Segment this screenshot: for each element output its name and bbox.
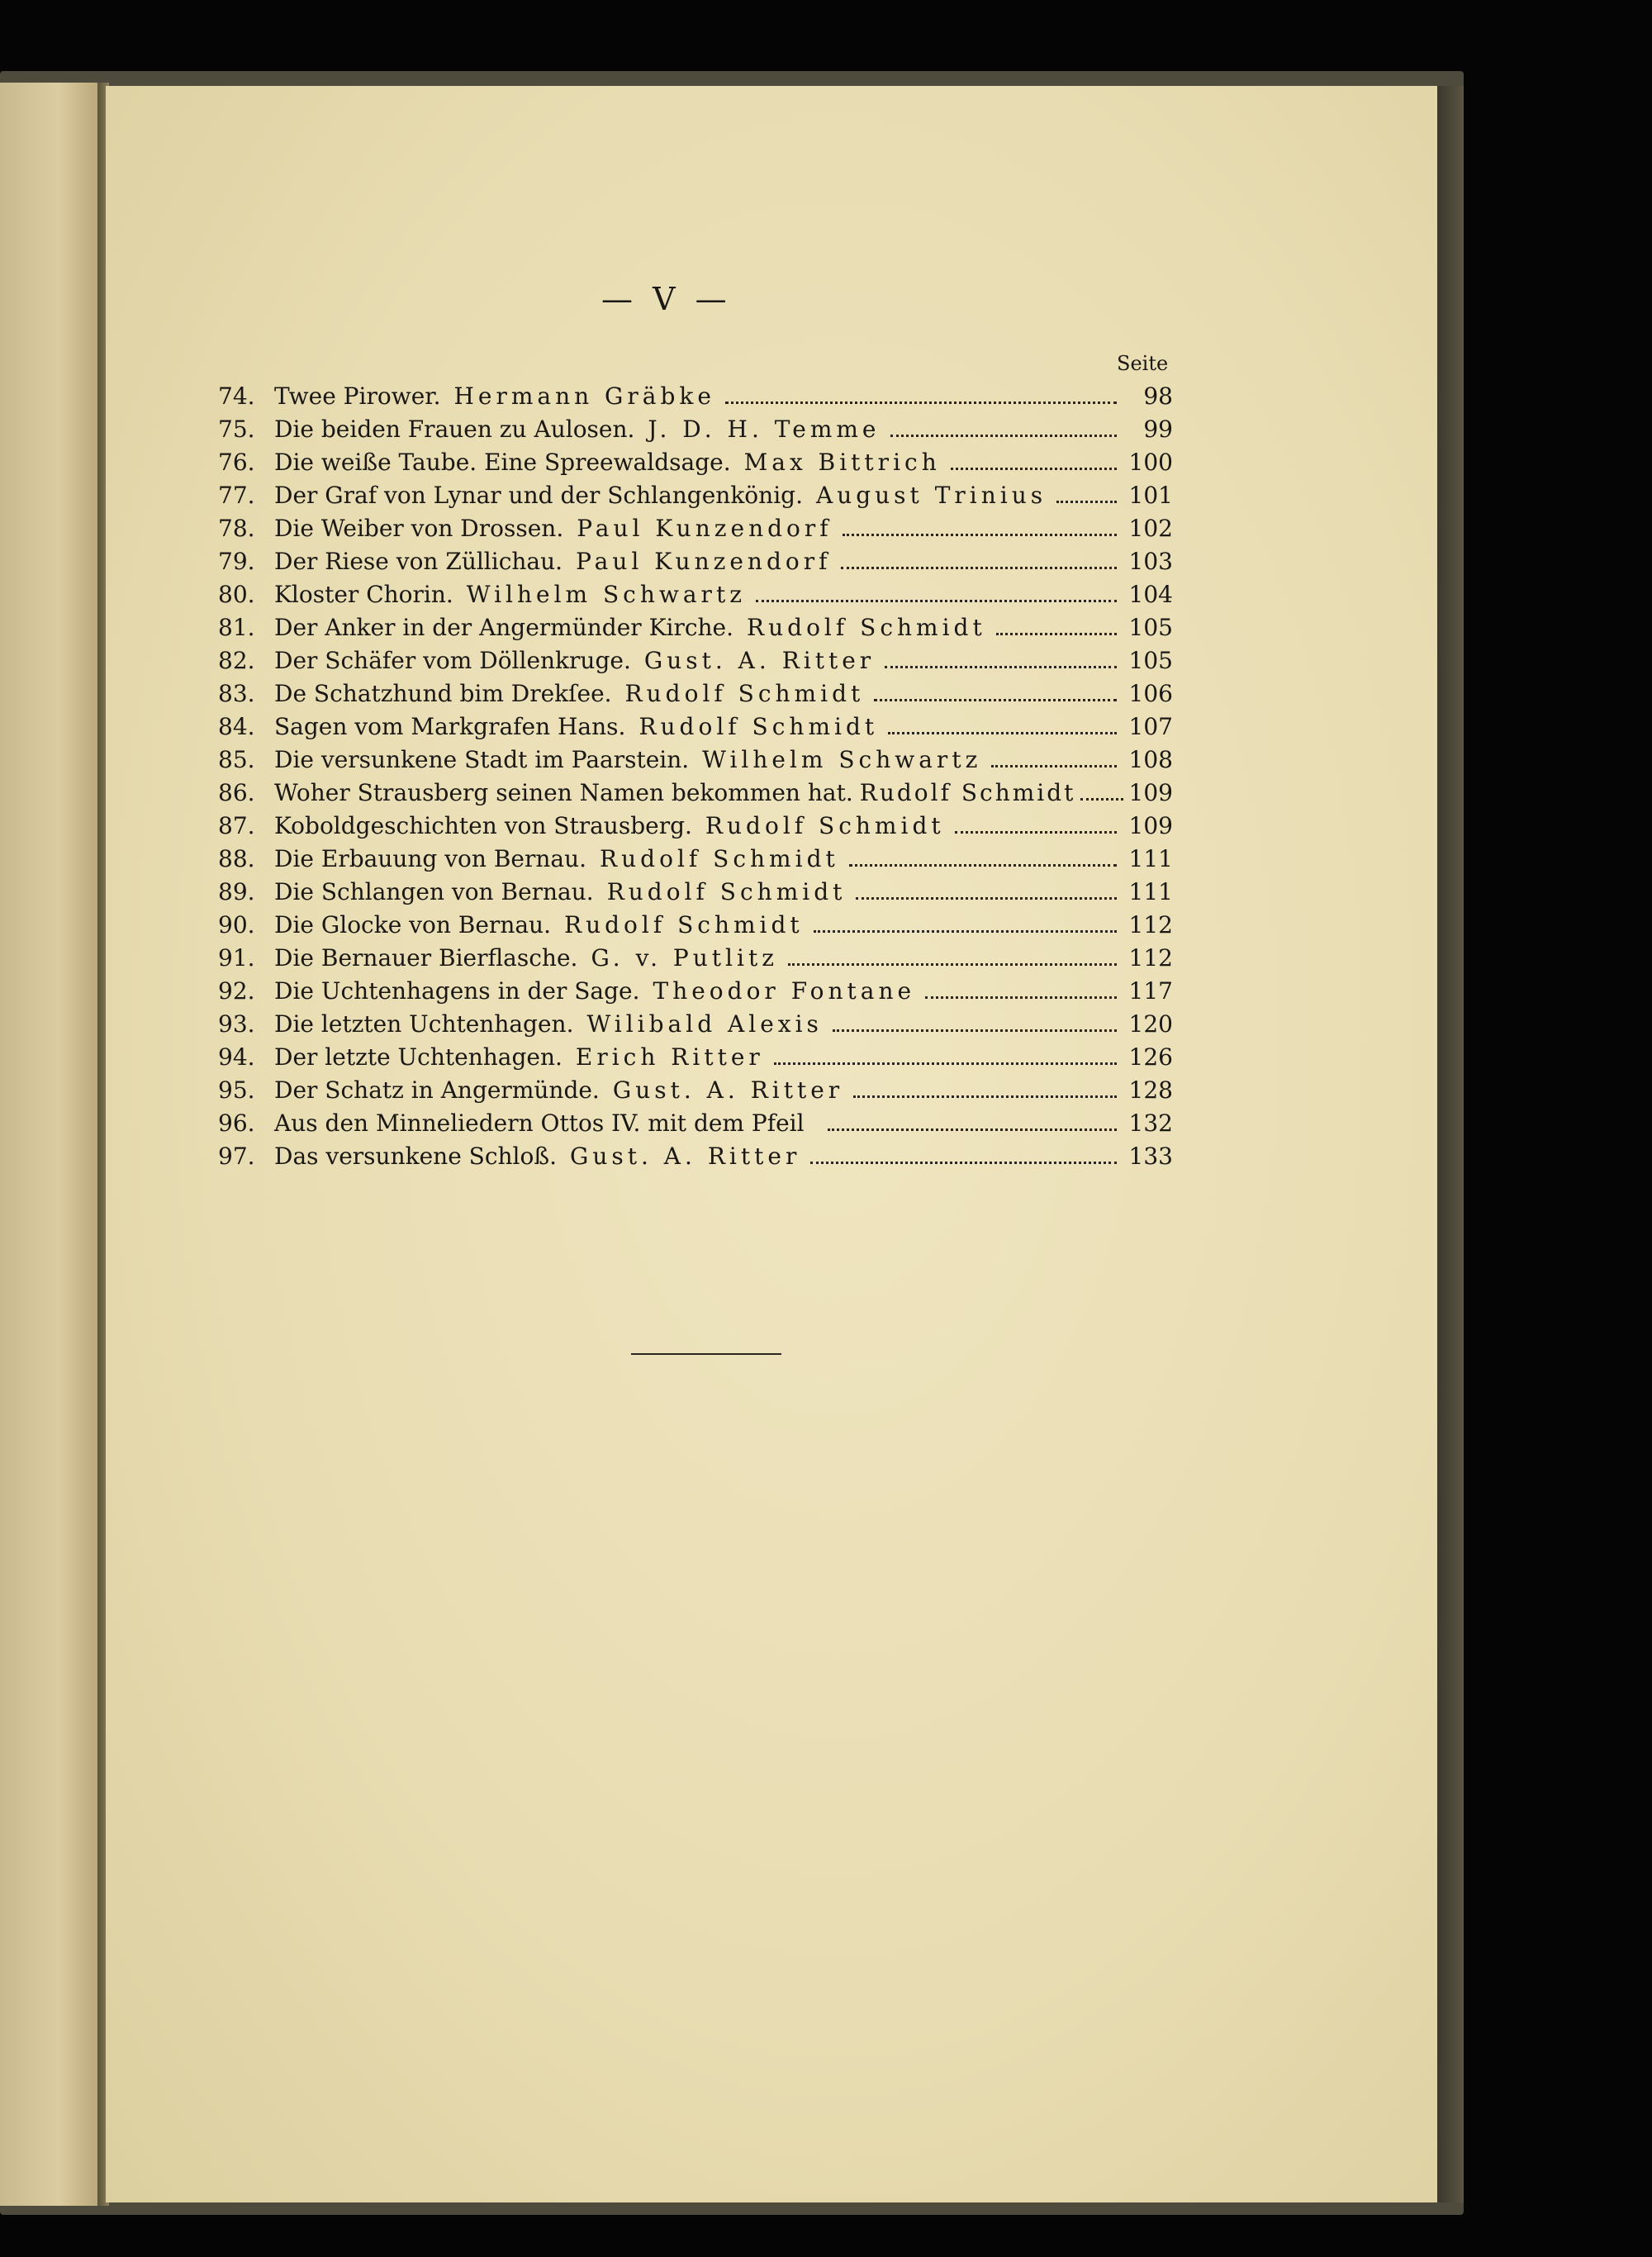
- entry-page: 108: [1128, 746, 1173, 773]
- toc-entry: [218, 677, 1173, 710]
- entry-number: 90.: [218, 911, 255, 938]
- entry-title: Die beiden Frauen zu Aulosen.: [274, 416, 635, 443]
- entry-number: 94.: [218, 1043, 255, 1071]
- entry-title: Der Riese von Züllichau.: [274, 548, 563, 575]
- left-page-edge: [0, 83, 97, 2206]
- dot-leader: [810, 1160, 1117, 1164]
- toc-entry: [218, 975, 1173, 1008]
- toc-entry: [218, 578, 1173, 611]
- toc-entry: [218, 843, 1173, 876]
- entry-number: 78.: [218, 515, 255, 542]
- entry-author: Rudolf Schmidt: [705, 812, 945, 839]
- toc-entry: [218, 545, 1173, 578]
- entry-title: Die Glocke von Bernau.: [274, 911, 551, 938]
- entry-author: Theodor Fontane: [653, 977, 916, 1005]
- dot-leader: [833, 1028, 1117, 1032]
- dot-leader: [996, 631, 1117, 635]
- entry-page: 117: [1128, 977, 1173, 1005]
- entry-author: Paul Kunzendorf: [577, 515, 833, 542]
- entry-number: 96.: [218, 1109, 255, 1137]
- entry-page: 109: [1128, 779, 1173, 806]
- entry-page: 104: [1128, 581, 1173, 608]
- entry-author: G. v. Putlitz: [591, 944, 778, 972]
- toc-entry: [218, 479, 1173, 512]
- page-column-header: Seite: [1117, 352, 1169, 375]
- toc-entry: [218, 810, 1173, 843]
- toc-entry: [218, 1074, 1173, 1107]
- entry-page: 133: [1128, 1143, 1173, 1170]
- entry-page: 128: [1128, 1076, 1173, 1104]
- entry-author: Wilibald Alexis: [586, 1010, 823, 1038]
- entry-page: 120: [1128, 1010, 1173, 1038]
- entry-page: 105: [1128, 614, 1173, 641]
- entry-number: 74.: [218, 383, 255, 410]
- entry-number: 97.: [218, 1143, 255, 1170]
- dot-leader: [1056, 499, 1117, 503]
- dot-leader: [725, 400, 1117, 404]
- entry-author: Rudolf Schmidt: [747, 614, 986, 641]
- toc-entry: [218, 1008, 1173, 1041]
- entry-title: Der Schäfer vom Döllenkruge.: [274, 647, 631, 674]
- dot-leader: [828, 1127, 1117, 1131]
- entry-page: 103: [1128, 548, 1173, 575]
- entry-number: 87.: [218, 812, 255, 839]
- entry-page: 99: [1143, 416, 1173, 443]
- entry-author: Rudolf Schmidt: [638, 713, 879, 740]
- entry-title: Die Schlangen von Bernau.: [274, 878, 594, 905]
- entry-title: Die weiße Taube. Eine Spreewaldsage.: [274, 449, 731, 476]
- toc-entry: [218, 644, 1173, 677]
- entry-page: 101: [1128, 482, 1173, 509]
- entry-author: Rudolf Schmidt: [600, 845, 839, 872]
- entry-number: 91.: [218, 944, 255, 972]
- entry-number: 89.: [218, 878, 255, 905]
- entry-page: 98: [1143, 383, 1173, 410]
- entry-number: 77.: [218, 482, 255, 509]
- toc-entry: [218, 1140, 1173, 1173]
- entry-author: Max Bittrich: [743, 449, 941, 476]
- entry-number: 75.: [218, 416, 255, 443]
- entry-page: 107: [1128, 713, 1173, 740]
- dot-leader: [853, 1094, 1117, 1098]
- entry-page: 112: [1128, 944, 1173, 972]
- dot-leader: [841, 565, 1117, 569]
- entry-number: 76.: [218, 449, 255, 476]
- entry-title: Die Bernauer Bierflasche.: [274, 944, 578, 972]
- dot-leader: [925, 995, 1117, 999]
- entry-author: Erich Ritter: [575, 1043, 764, 1071]
- entry-number: 93.: [218, 1010, 255, 1038]
- dot-leader: [849, 862, 1117, 867]
- dot-leader: [788, 962, 1117, 966]
- toc-entry: [218, 446, 1173, 479]
- entry-author: Rudolf Schmidt: [624, 680, 865, 707]
- entry-title: Der Graf von Lynar und der Schlangenkönig.: [274, 482, 803, 509]
- toc-entry: [218, 777, 1173, 810]
- toc-entry: [218, 380, 1173, 413]
- entry-author: Paul Kunzendorf: [576, 548, 832, 575]
- entry-title: Kloster Chorin.: [274, 581, 453, 608]
- entry-author: Hermann Gräbke: [453, 383, 715, 410]
- entry-number: 83.: [218, 680, 255, 707]
- dot-leader: [874, 697, 1117, 701]
- toc-entry: [218, 710, 1173, 744]
- toc-entry: [218, 611, 1173, 644]
- dot-leader: [888, 730, 1117, 734]
- entry-author: Gust. A. Ritter: [612, 1076, 844, 1104]
- entry-page: 132: [1128, 1109, 1173, 1137]
- toc-entry: [218, 413, 1173, 446]
- entry-number: 92.: [218, 977, 255, 1005]
- entry-page: 106: [1128, 680, 1173, 707]
- entry-title: Twee Pirower.: [274, 383, 441, 410]
- dot-leader: [955, 829, 1117, 834]
- entry-number: 86.: [218, 779, 255, 806]
- entry-author: Rudolf Schmidt: [563, 911, 804, 938]
- entry-title: Die Uchtenhagens in der Sage.: [274, 977, 640, 1005]
- entry-number: 88.: [218, 845, 255, 872]
- entry-number: 95.: [218, 1076, 255, 1104]
- entry-number: 79.: [218, 548, 255, 575]
- entry-number: 80.: [218, 581, 255, 608]
- entry-author: Rudolf Schmidt: [859, 779, 1076, 806]
- page-edge: [1437, 86, 1464, 2202]
- entry-author: Rudolf Schmidt: [606, 878, 847, 905]
- entry-title: Der Schatz in Angermünde.: [274, 1076, 600, 1104]
- dot-leader: [951, 466, 1117, 470]
- toc-entry: [218, 876, 1173, 909]
- dot-leader: [991, 763, 1117, 767]
- toc-entry: [218, 1107, 1173, 1140]
- entry-author: August Trinius: [815, 482, 1047, 509]
- toc-entry: [218, 512, 1173, 545]
- dot-leader: [814, 929, 1117, 933]
- entry-author: Wilhelm Schwartz: [466, 581, 746, 608]
- dot-leader: [885, 664, 1117, 668]
- entry-page: 111: [1128, 878, 1173, 905]
- dot-leader: [890, 433, 1118, 437]
- entry-author: J. D. H. Temme: [648, 416, 881, 443]
- entry-page: 102: [1128, 515, 1173, 542]
- entry-title: Die letzten Uchtenhagen.: [274, 1010, 574, 1038]
- dot-leader: [843, 532, 1117, 536]
- entry-title: Sagen vom Markgrafen Hans.: [274, 713, 626, 740]
- entry-title: De Schatzhund bim Drekſee.: [274, 680, 612, 707]
- toc-entry: [218, 744, 1173, 777]
- entry-author: Wilhelm Schwartz: [702, 746, 982, 773]
- entry-page: 112: [1128, 911, 1173, 938]
- toc-entry: [218, 909, 1173, 942]
- toc-entry: [218, 942, 1173, 975]
- entry-title: Koboldgeschichten von Strausberg.: [274, 812, 692, 839]
- dot-leader: [756, 598, 1117, 602]
- toc-entry: [218, 1041, 1173, 1074]
- entry-title: Aus den Minneliedern Ottos IV. mit dem Pfeil: [274, 1109, 805, 1137]
- entry-number: 85.: [218, 746, 255, 773]
- entry-page: 126: [1128, 1043, 1173, 1071]
- dot-leader: [774, 1061, 1117, 1065]
- page-folio: — V —: [601, 281, 732, 317]
- entry-title: Die Weiber von Drossen.: [274, 515, 564, 542]
- entry-page: 109: [1128, 812, 1173, 839]
- entry-title: Der Anker in der Angermünder Kirche.: [274, 614, 734, 641]
- entry-number: 81.: [218, 614, 255, 641]
- entry-page: 105: [1128, 647, 1173, 674]
- entry-author: Gust. A. Ritter: [643, 647, 876, 674]
- entry-author: Gust. A. Ritter: [569, 1143, 801, 1170]
- entry-title: Die versunkene Stadt im Paarstein.: [274, 746, 690, 773]
- entry-title: Woher Strausberg seinen Namen bekommen hat.: [274, 779, 853, 806]
- entry-title: Das versunkene Schloß.: [274, 1143, 557, 1170]
- entry-page: 111: [1128, 845, 1173, 872]
- entry-number: 84.: [218, 713, 255, 740]
- entry-title: Die Erbauung von Bernau.: [274, 845, 587, 872]
- entry-title: Der letzte Uchtenhagen.: [274, 1043, 563, 1071]
- entry-number: 82.: [218, 647, 255, 674]
- entry-page: 100: [1128, 449, 1173, 476]
- section-rule: [631, 1353, 781, 1355]
- dot-leader: [856, 896, 1117, 900]
- dot-leader: [1080, 796, 1123, 801]
